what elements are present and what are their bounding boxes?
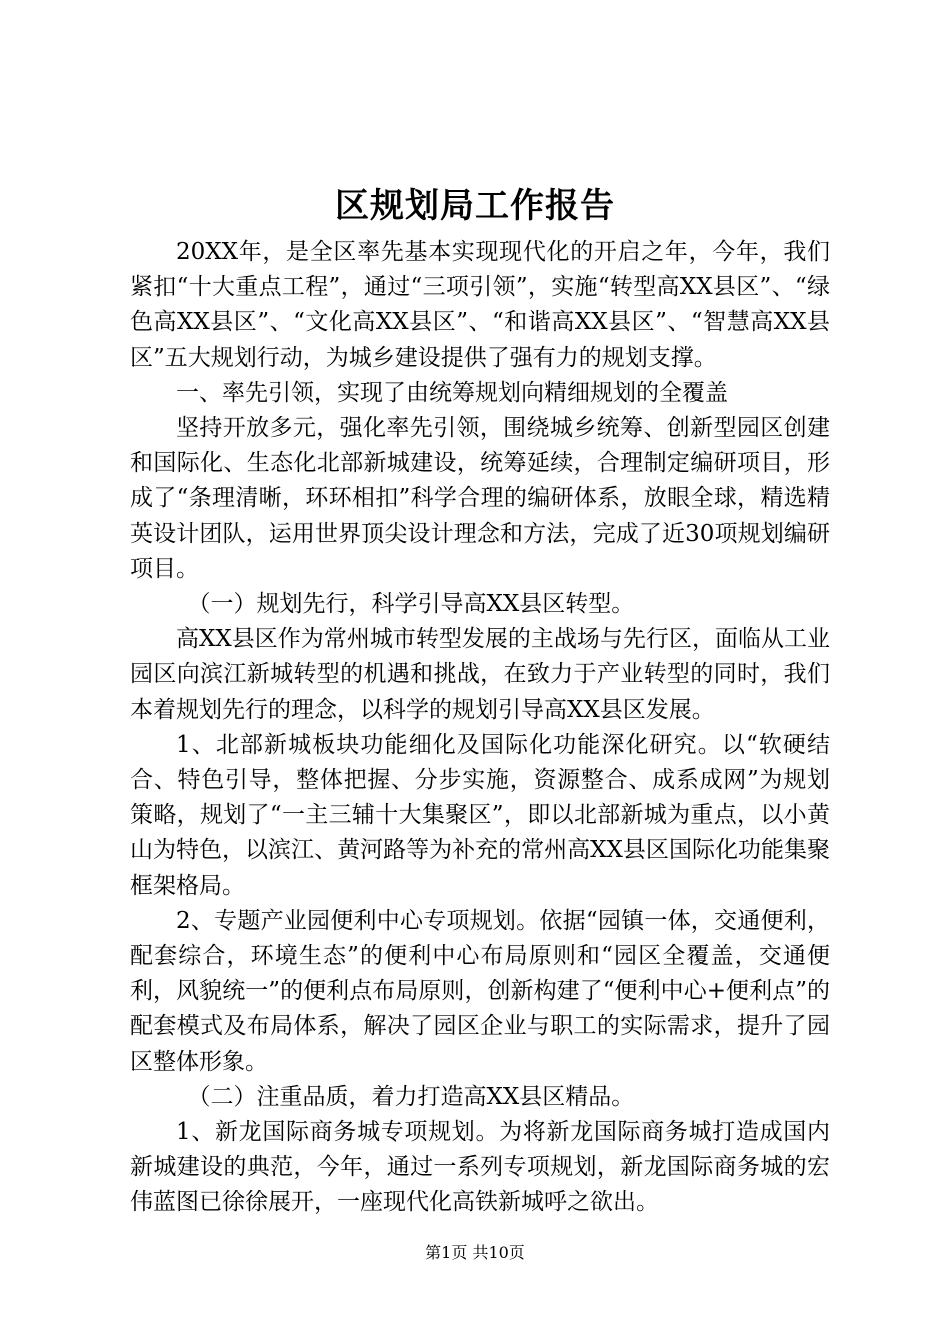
document-title: 区规划局工作报告 [335, 186, 615, 226]
paragraph-section-1: 坚持开放多元，强化率先引领，围绕城乡统筹、创新型园区创建和国际化、生态化北部新城建设，统筹延续，合理制定编研项目，形成了“条理清晰，环环相扣”科学合理的编研体系，放眼全球，精选精英设计团队，运用世界顶尖设计理念和方法，完成了近30项规划编研项目。 [130, 415, 830, 582]
section-heading-1: 一、率先引领，实现了由统筹规划向精细规划的全覆盖 [176, 379, 728, 406]
paragraph-item-3: 1、新龙国际商务城专项规划。为将新龙国际商务城打造成国内新城建设的典范，今年，通过一系列专项规划，新龙国际商务城的宏伟蓝图已徐徐展开，一座现代化高铁新城呼之欲出。 [130, 1119, 830, 1216]
document-body [130, 235, 830, 1221]
paragraph-subsection-1: 高XX县区作为常州城市转型发展的主战场与先行区，面临从工业园区向滨江新城转型的机遇和挑战，在致力于产业转型的同时，我们本着规划先行的理念，以科学的规划引导高XX县区发展。 [130, 626, 830, 723]
subsection-heading-2: （二）注重品质，着力打造高XX县区精品。 [187, 1083, 635, 1110]
subsection-heading-1: （一）规划先行，科学引导高XX县区转型。 [187, 591, 635, 618]
paragraph-item-1: 1、北部新城板块功能细化及国际化功能深化研究。以“软硬结合、特色引导，整体把握、分步实施，资源整合、成系成网”为规划策略，规划了“一主三辅十大集聚区”，即以北部新城为重点，以小黄山为特色，以滨江、黄河路等为补充的常州高XX县区国际化功能集聚框架格局。 [130, 731, 830, 899]
paragraph-intro: 20XX年，是全区率先基本实现现代化的开启之年，今年，我们紧扣“十大重点工程”，通过“三项引领”，实施“转型高XX县区”、“绿色高XX县区”、“文化高XX县区”、“和谐高XX县区”、“智慧高XX县区”五大规划行动，为城乡建设提供了强有力的规划支撑。 [130, 239, 830, 371]
paragraph-item-2: 2、专题产业园便利中心专项规划。依据“园镇一体，交通便利，配套综合，环境生态”的便利中心布局原则和“园区全覆盖，交通便利，风貌统一”的便利点布局原则，创新构建了“便利中心+便利点”的配套模式及布局体系，解决了园区企业与职工的实际需求，提升了园区整体形象。 [130, 907, 830, 1075]
page-number: 第1页 共10页 [425, 1243, 525, 1262]
